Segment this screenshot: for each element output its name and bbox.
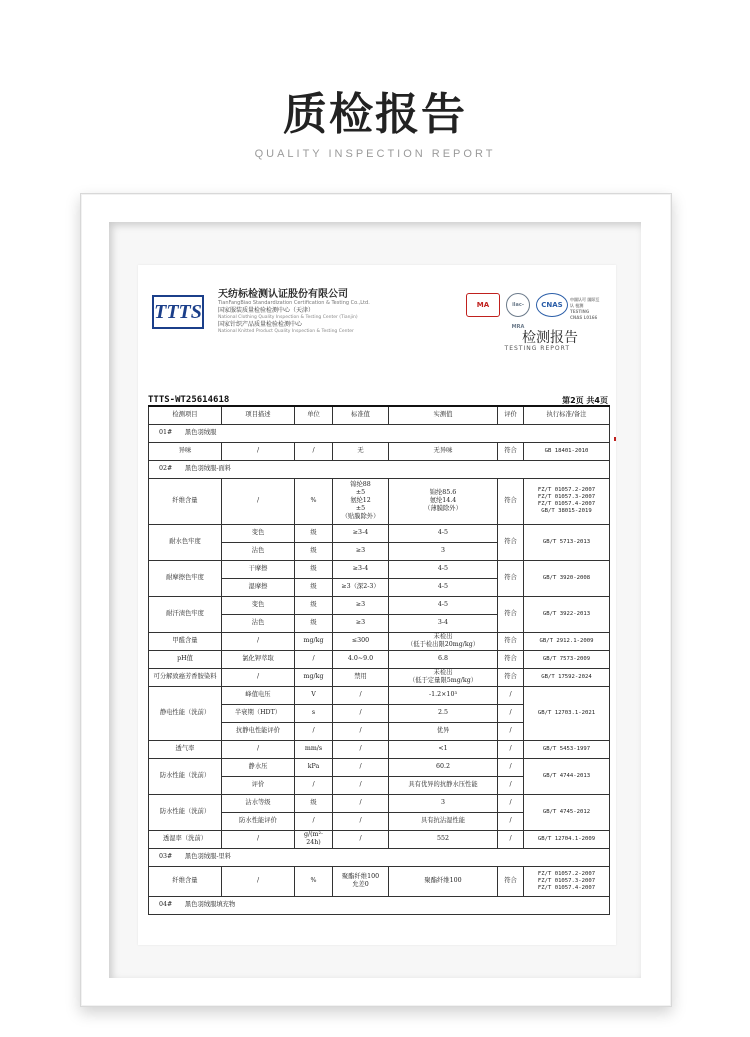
table-row [149,794,610,812]
cell: / [498,704,524,722]
cell: 符合 [498,442,524,460]
table-row [149,740,610,758]
cell: / [498,758,524,776]
cell: 552 [389,830,498,848]
cell: 6.8 [389,650,498,668]
table-row [149,650,610,668]
ilac-logo: ilac-MRA [506,293,530,317]
cell: / [222,866,295,896]
cell: GB/T 17592-2024 [524,668,610,686]
cell: / [222,668,295,686]
cell: 耐水色牢度 [149,524,222,560]
table-row [149,866,610,896]
cell: 4-5 [389,524,498,542]
cell: pH值 [149,650,222,668]
report-title-en: TESTING REPORT [504,345,570,352]
cell: 级 [295,578,333,596]
page-subtitle: QUALITY INSPECTION REPORT [254,148,496,160]
cell: 级 [295,524,333,542]
cell: / [295,442,333,460]
cell: 4.0~9.0 [333,650,389,668]
cell: V [295,686,333,704]
cell: / [498,830,524,848]
cell: kPa [295,758,333,776]
col-header: 标准值 [333,406,389,424]
cell: 级 [295,560,333,578]
section-label: 04# 黑色羽绒服填充物 [149,896,610,914]
cell: / [333,776,389,794]
cell: 峰值电压 [222,686,295,704]
cell: 优异 [389,722,498,740]
cell: 符合 [498,524,524,560]
report-paper [138,265,616,945]
cell: ≥3-4 [333,524,389,542]
cell: 无异味 [389,442,498,460]
table-row [149,524,610,542]
cell: 4-5 [389,596,498,614]
report-title-cn: 检测报告 [522,330,578,346]
cell: 级 [295,596,333,614]
page-title: 质检报告 [283,89,467,140]
page-number: 第2页 共4页 [562,396,608,405]
section-row [149,460,610,478]
cell: 禁用 [333,668,389,686]
cell: 氯化钾萃取 [222,650,295,668]
cell: 透湿率（洗前） [149,830,222,848]
cell: 异味 [149,442,222,460]
cell: GB/T 4745-2012 [524,794,610,830]
center2-cn: 国家针织产品质量检验检测中心 [218,321,303,328]
cell: 未检出 （低于定量限5mg/kg） [389,668,498,686]
org-name-cn: 天纺标检测认证股份有限公司 [218,289,348,300]
cell: s [295,704,333,722]
certification-logos [466,293,602,330]
cell: / [498,740,524,758]
center1-en: National Clothing Quality Inspection & Testing Center (Tianjin) [218,315,358,320]
table-row [149,596,610,614]
cell: 符合 [498,478,524,524]
center1-cn: 国家服装质量检验检测中心（天津） [218,307,315,314]
cell: / [333,704,389,722]
table-header-row [149,406,610,424]
cell: 沾色 [222,542,295,560]
cell: GB/T 5713-2013 [524,524,610,560]
cell: / [333,758,389,776]
cell: 符合 [498,560,524,596]
section-row [149,896,610,914]
cell: / [498,686,524,704]
cnas-logo: CNAS [536,293,568,317]
cell: / [333,812,389,830]
cell: 纤维含量 [149,866,222,896]
cell: 评价 [222,776,295,794]
cell: 2.5 [389,704,498,722]
cell: 无 [333,442,389,460]
cell: 级 [295,614,333,632]
section-row [149,848,610,866]
cell: / [333,686,389,704]
cell: / [222,830,295,848]
cell: 变色 [222,524,295,542]
cell: / [498,776,524,794]
org-name-en: TianFangBiao Standardization Certification & Testing Co.,Ltd. [218,300,370,306]
cell: mg/kg [295,632,333,650]
cell: 静电性能（洗前） [149,686,222,740]
cell: / [333,740,389,758]
cell: / [295,812,333,830]
report-number: TTTS-WT25614618 [148,395,230,405]
table-row [149,560,610,578]
table-row [149,442,610,460]
cell: % [295,478,333,524]
cell: 防水性能（洗前） [149,758,222,794]
cell: / [498,794,524,812]
col-header: 执行标准/备注 [524,406,610,424]
cell: 级 [295,542,333,560]
cell: 沾色 [222,614,295,632]
cell: 可分解致癌芳香胺染料 [149,668,222,686]
cell: 4-5 [389,560,498,578]
cell: / [295,776,333,794]
cell: 耐汗渍色牢度 [149,596,222,632]
cell: ≥3 [333,542,389,560]
cell: 湿摩擦 [222,578,295,596]
cell: 纤维含量 [149,478,222,524]
cell: GB/T 2912.1-2009 [524,632,610,650]
col-header: 实测值 [389,406,498,424]
cell: / [333,722,389,740]
cell: 甲醛含量 [149,632,222,650]
cell: ≥3-4 [333,560,389,578]
cell: 60.2 [389,758,498,776]
cell: 符合 [498,668,524,686]
cell: / [333,830,389,848]
col-header: 单位 [295,406,333,424]
cell: 聚酯纤维100 允差0 [333,866,389,896]
col-header: 项目描述 [222,406,295,424]
col-header: 检测项目 [149,406,222,424]
cell: GB/T 5453-1997 [524,740,610,758]
cell: / [333,794,389,812]
table-row [149,478,610,524]
cell: 符合 [498,866,524,896]
edge-mark [614,437,616,441]
cell: g/(m²· 24h) [295,830,333,848]
cell: 未检出 （低于检出限20mg/kg） [389,632,498,650]
cell: 符合 [498,632,524,650]
cell: 透气率 [149,740,222,758]
cell: 具有抗沾湿性能 [389,812,498,830]
cell: mg/kg [295,668,333,686]
cell: <1 [389,740,498,758]
cell: 符合 [498,596,524,632]
cell: / [295,650,333,668]
section-label: 01# 黑色羽绒服 [149,424,610,442]
table-row [149,668,610,686]
cell: 级 [295,794,333,812]
cell: 耐摩擦色牢度 [149,560,222,596]
cell: 锦纶85.6 氨纶14.4 （薄膜除外） [389,478,498,524]
cell: 聚酯纤维100 [389,866,498,896]
cma-logo: MA [466,293,500,317]
cell: 抗静电性能评价 [222,722,295,740]
table-row [149,632,610,650]
cell: % [295,866,333,896]
cell: 静水压 [222,758,295,776]
cell: ≤300 [333,632,389,650]
cell: ≥3 [333,596,389,614]
cell: ≥3（深2-3） [333,578,389,596]
cell: GB/T 3922-2013 [524,596,610,632]
cell: GB/T 12704.1-2009 [524,830,610,848]
cell: 3-4 [389,614,498,632]
cell: FZ/T 01057.2-2007 FZ/T 01057.3-2007 FZ/T 01057.4-2007 [524,866,610,896]
cell: / [498,722,524,740]
cell: / [295,722,333,740]
cell: 3 [389,542,498,560]
cell: mm/s [295,740,333,758]
cell: GB/T 4744-2013 [524,758,610,794]
cell: GB 18401-2010 [524,442,610,460]
cell: 干摩擦 [222,560,295,578]
cell: 锦纶88 ±5 氨纶12 ±5 （贴膜除外） [333,478,389,524]
cell: 防水性能（洗前） [149,794,222,830]
cell: 防水性能评价 [222,812,295,830]
cell: / [222,442,295,460]
cell: / [222,478,295,524]
cell: GB/T 7573-2009 [524,650,610,668]
cell: / [222,632,295,650]
table-row [149,758,610,776]
section-row [149,424,610,442]
cell: 半衰期（HDT） [222,704,295,722]
table-row [149,686,610,704]
center2-en: National Knitted Product Quality Inspection & Testing Center [218,329,354,334]
cnas-caption: 中国认可 国际互认 检测 TESTING CNAS L0166 [570,297,600,320]
cell: -1.2×10³ [389,686,498,704]
cell: ≥3 [333,614,389,632]
results-table [148,405,610,915]
cell: GB/T 3920-2008 [524,560,610,596]
col-header: 评价 [498,406,524,424]
cell: / [498,812,524,830]
cell: 符合 [498,650,524,668]
section-label: 02# 黑色羽绒服-面料 [149,460,610,478]
table-row [149,830,610,848]
cell: GB/T 12703.1-2021 [524,686,610,740]
cell: 变色 [222,596,295,614]
organization-block [218,285,438,335]
cell: 沾水等级 [222,794,295,812]
cell: / [222,740,295,758]
cell: 4-5 [389,578,498,596]
cell: 具有优异的抗静水压性能 [389,776,498,794]
section-label: 03# 黑色羽绒服-里料 [149,848,610,866]
ttts-logo: TTTS [152,295,204,329]
cell: FZ/T 01057.2-2007 FZ/T 01057.3-2007 FZ/T 01057.4-2007 GB/T 38015-2019 [524,478,610,524]
cell: 3 [389,794,498,812]
